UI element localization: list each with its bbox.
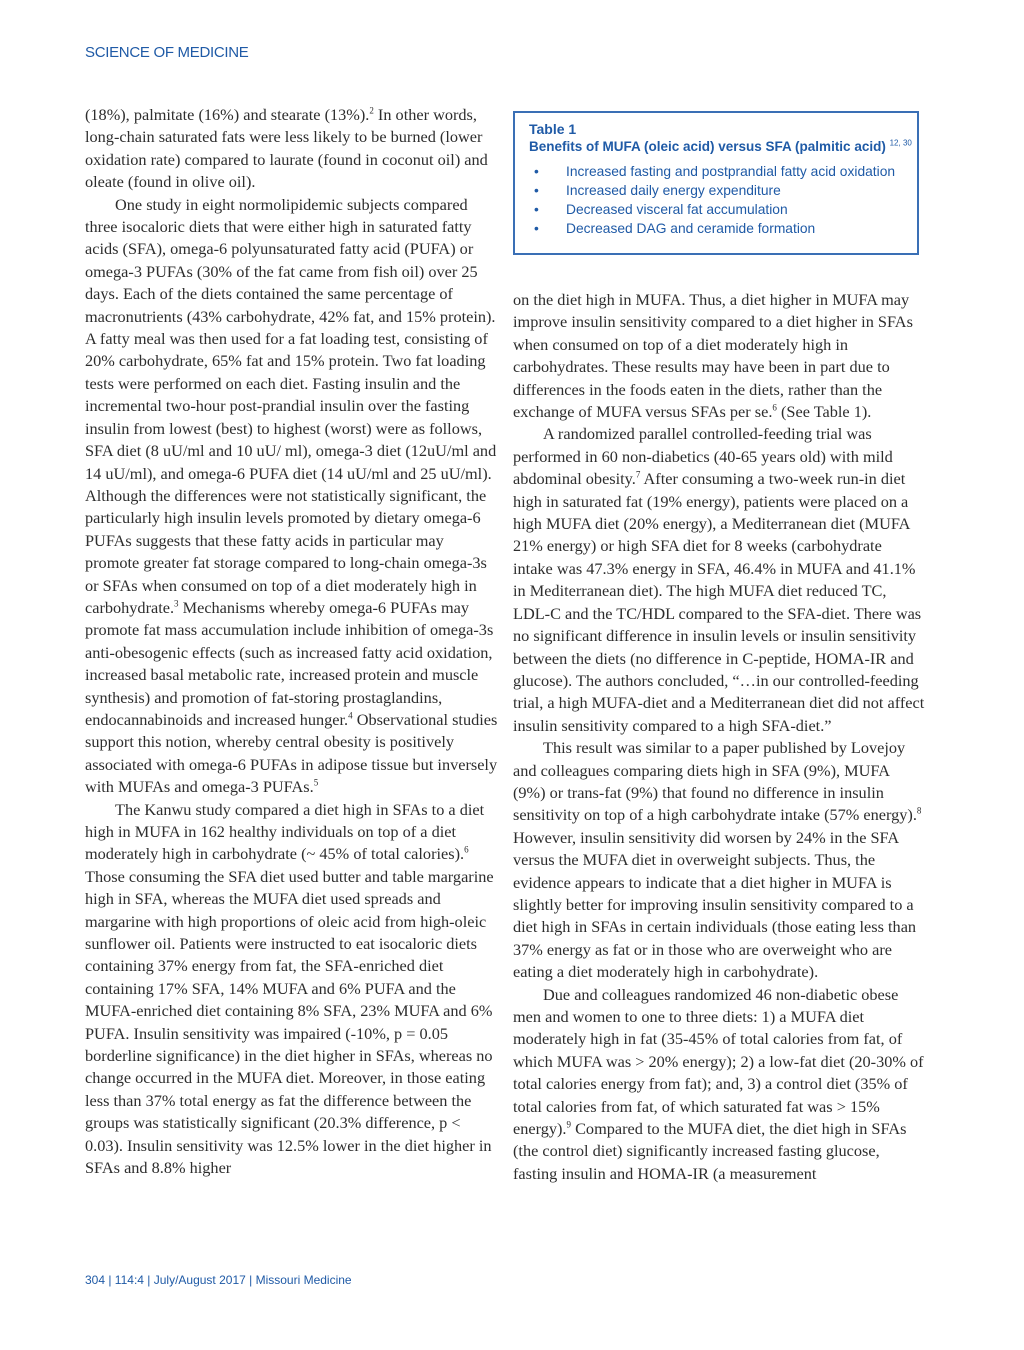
- reference-mark: 6: [464, 844, 469, 855]
- table-label: Table 1: [529, 121, 577, 137]
- table-refs: 12, 30: [889, 138, 912, 148]
- reference-mark: 8: [916, 805, 922, 816]
- left-paragraph-1: (18%), palmitate (16%) and stearate (13%).$^2$ In other words, long-chain saturated fats were less likely to be burned (lower oxidation rate) compared to laurate (found in coconut oil) and oleate (found in olive oil).: [85, 105, 488, 192]
- reference-mark: 9: [566, 1119, 571, 1130]
- left-column: [85, 104, 499, 1180]
- right-paragraph-3: This result was similar to a paper published by Lovejoy and colleagues comparing diets high in SFA (9%), MUFA (9%) or trans-fat (9%) that found no difference in insulin sensitivity on top of a high carbohydrate intake (57% energy).$^8$ However, insulin sensitivity did worsen by 24% in the SFA versus the MUFA diet in overweight subjects. Thus, the evidence appears to indicate that a diet higher in MUFA is slightly better for improving insulin sensitivity compared to a diet high in SFAs in certain individuals (those eating less than 37% energy as fat or in those who are overweight who are eating a diet moderately high in carbohydrate).: [513, 738, 922, 982]
- reference-mark: 6: [772, 402, 777, 413]
- reference-mark: 7: [635, 469, 641, 480]
- right-paragraph-4: Due and colleagues randomized 46 non-diabetic obese men and women to one to three diets: 1) a MUFA diet moderately high in fat (35-45% of total calories from fat, of which MUFA was > 20% energy); 2) a low-fat diet (20-30% of total calories energy from fat); and, 3) a control diet (35% of total calories from fat, of which saturated fat was > 15% energy).$^9$ Compared to the MUFA diet, the diet high in SFAs (the control diet) significantly increased fasting glucose, fasting insulin and HOMA-IR (a measurement: [513, 984, 924, 1183]
- table-title: Benefits of MUFA (oleic acid) versus SFA (palmitic acid) $^{12, 30}$: [529, 138, 912, 154]
- right-paragraph-2: A randomized parallel controlled-feeding trial was performed in 60 non-diabetics (40-65 years old) with mild abdominal obesity.$^7$ After consuming a two-week run-in diet high in saturated fat (19% energy), patients were placed on a high MUFA diet (20% energy), a Mediterranean diet (MUFA 21% energy) or high SFA diet for 8 weeks (carbohydrate intake was 47.3% energy in SFA, 46.4% in MUFA and 41.1% in Mediterranean diet). The high MUFA diet reduced TC, LDL-C and the TC/HDL compared to the SFA-diet. There was no significant difference in insulin levels or insulin sensitivity between the diets (no difference in C-peptide, HOMA-IR and glucose). The authors concluded, “…in our controlled-feeding trial, a high MUFA-diet and a Mediterranean diet did not affect insulin sensitivity compared to a high SFA-diet.”: [513, 424, 925, 735]
- reference-mark: 5: [313, 777, 319, 788]
- list-item: • Increased fasting and postprandial fatty acid oxidation: [534, 164, 896, 179]
- reference-mark: 3: [174, 598, 179, 609]
- reference-mark: 4: [348, 710, 353, 721]
- list-item: • Increased daily energy expenditure: [534, 183, 781, 198]
- bullet-icon: •: [534, 221, 539, 236]
- list-item: • Decreased visceral fat accumulation: [534, 202, 788, 217]
- section-header: SCIENCE OF MEDICINE: [85, 44, 249, 61]
- table-1-box: [513, 111, 919, 255]
- reference-mark: 2: [369, 105, 374, 116]
- right-paragraph-1: on the diet high in MUFA. Thus, a diet higher in MUFA may improve insulin sensitivity compared to a diet higher in SFAs when consumed on top of a diet moderately high in carbohydrates. These results may have been in part due to differences in the foods eaten in the diets, rather than the exchange of MUFA versus SFAs per se.$^6$ (See Table 1).: [513, 290, 913, 422]
- bullet-icon: •: [534, 164, 539, 179]
- left-paragraph-2: One study in eight normolipidemic subjects compared three isocaloric diets that were either high in saturated fatty acids (SFA), omega-6 polyunsaturated fatty acid (PUFA) or omega-3 PUFAs (30% of the fat came from fish oil) over 25 days. Each of the diets contained the same percentage of macronutrients (43% carbohydrate, 42% fat, and 15% protein). A fatty meal was then used for a fat loading test, consisting of 20% carbohydrate, 65% fat and 15% protein. Two fat loading tests were performed on each diet. Fasting insulin and the incremental two-hour post-prandial insulin over the fasting insulin from lowest (best) to highest (worst) were as follows, SFA diet (8 uU/ml and 10 uU/ ml), omega-3 diet (12uU/ml and 14 uU/ml), and omega-6 PUFA diet (14 uU/ml and 25 uU/ml). Although the differences were not statistically significant, the particularly high insulin levels promoted by dietary omega-6 PUFAs suggests that these fatty acids in particular may promote greater fat storage compared to long-chain omega-3s or SFAs when consumed on top of a diet moderately high in carbohydrate.$^3$ Mechanisms whereby omega-6 PUFAs may promote fat mass accumulation include inhibition of omega-3s anti-obesogenic effects (such as increased fatty acid oxidation, increased basal metabolic rate, increased protein and muscle synthesis) and promotion of fat-storing prostaglandins, endocannabinoids and increased hunger.$^4$ Observational studies support this notion, whereby central obesity is positively associated with omega-6 PUFAs in adipose tissue but inversely with MUFAs and omega-3 PUFAs.$^5$: [85, 194, 498, 797]
- bullet-icon: •: [534, 202, 539, 217]
- left-paragraph-3: The Kanwu study compared a diet high in SFAs to a diet high in MUFA in 162 healthy individuals on top of a diet moderately high in carbohydrate (~ 45% of total calories).$^6$ Those consuming the SFA diet used butter and table margarine high in SFA, whereas the MUFA diet used spreads and margarine with high proportions of oleic acid from high-oleic sunflower oil. Patients were instructed to eat isocaloric diets containing 37% energy from fat, the SFA-enriched diet containing 17% SFA, 14% MUFA and 6% PUFA and the MUFA-enriched diet containing 8% SFA, 23% MUFA and 6% PUFA. Insulin sensitivity was impaired (-10%, p = 0.05 borderline significance) in the diet higher in SFAs, whereas no change occurred in the MUFA diet. Moreover, in those eating less than 37% total energy as fat the difference between the groups was statistically significant (20.3% difference, p < 0.03). Insulin sensitivity was 12.5% lower in the diet higher in SFAs and 8.8% higher: [85, 799, 494, 1178]
- right-column: [513, 289, 925, 1185]
- page-footer: 304 | 114:4 | July/August 2017 | Missouri Medicine: [85, 1273, 352, 1287]
- bullet-icon: •: [534, 183, 539, 198]
- list-item: • Decreased DAG and ceramide formation: [534, 221, 816, 236]
- table-bullet-list: [529, 162, 903, 238]
